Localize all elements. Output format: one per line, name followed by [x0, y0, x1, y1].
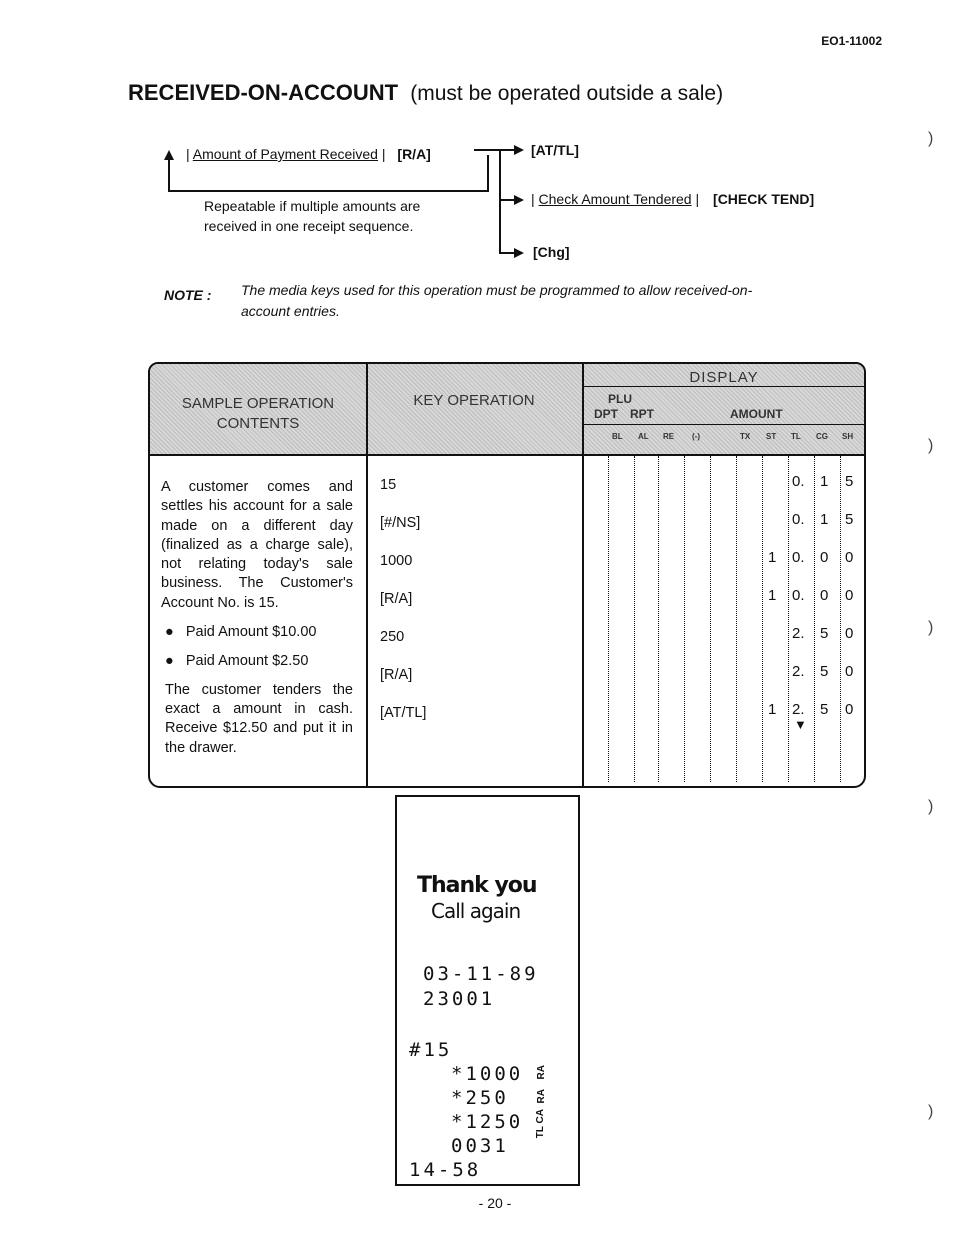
receipt-line-label: RA: [536, 1089, 547, 1104]
operation-table: SAMPLE OPERATION CONTENTS KEY OPERATION DISPLAY PLU DPT RPT AMOUNT BL AL RE (-) TX ST TL CG SH A customer comes and settles his account for a sale made on a different day (finalized as a charge sale), not relating today's sale business. The Customer's Account No. is 15. ● Paid Amount $10.00 ● Paid Amount $2.50 The customer tenders the exact a amount in cash. Receive $12.50 and put it in the drawer. 15 [#/NS] 1000 [R/A] 250 [R/A] [AT/TL] 0. 1 5 0. 1 5 1 0. 0 0 1 0. 0 0 2. 5 0 2. 5 0 1 2. 5 0 ▼: [148, 362, 866, 788]
header-amount: AMOUNT: [730, 407, 783, 421]
amount-payment-label: Amount of Payment Received: [192, 146, 378, 162]
page-number: - 20 -: [478, 1195, 512, 1211]
receipt-consec: 0031: [451, 1135, 509, 1157]
check-tend-key: [CHECK TEND]: [713, 191, 815, 207]
check-tender-step: | Check Amount Tendered | [CHECK TEND]: [531, 191, 815, 207]
header-plu: PLU: [608, 392, 632, 406]
list-item: ● Paid Amount $10.00: [165, 624, 317, 641]
margin-mark: ): [928, 437, 934, 454]
arrow-right-icon: [514, 248, 524, 258]
page-title: [128, 80, 723, 106]
receipt-time: 14-58: [409, 1159, 482, 1181]
margin-mark: ): [928, 619, 934, 636]
key-op: 250: [380, 629, 405, 645]
receipt-line: *250: [451, 1087, 509, 1109]
note-label: NOTE :: [164, 287, 212, 303]
repeat-note: Repeatable if multiple amounts are received in one receipt sequence.: [204, 198, 421, 234]
key-op: [AT/TL]: [380, 705, 427, 721]
chg-key: [Chg]: [533, 244, 570, 260]
receipt-account: #15: [409, 1039, 453, 1061]
receipt-call-again: Call again: [431, 899, 521, 923]
key-op: 15: [380, 477, 397, 493]
header-sample-operation: SAMPLE OPERATION CONTENTS: [181, 395, 335, 432]
margin-mark: ): [928, 1103, 934, 1120]
key-op: [R/A]: [380, 591, 413, 607]
receipt: [395, 795, 580, 1186]
receipt-thank-you: Thank you: [417, 873, 537, 898]
sample-contents: A customer comes and settles his account for a sale made on a different day (finalized as a charge sale), not relating today's sale business. The Customer's Account No. is 15. ● Paid Amount $10.00 ● Paid Amount $2.50 The customer tenders the exact a amount in cash. Receive $12.50 and put it in the drawer.: [161, 479, 353, 756]
key-op: [R/A]: [380, 667, 413, 683]
receipt-store: 23001: [423, 988, 496, 1010]
amount-payment-step: | Amount of Payment Received | [R/A]: [186, 146, 431, 162]
note-text: The media keys used for this operation must be programmed to allow received-on- account entries.: [241, 282, 753, 319]
receipt-line: *1000: [451, 1063, 524, 1085]
margin-mark: ): [928, 130, 934, 147]
document-id: EO1-11002: [821, 34, 882, 48]
ra-key: [R/A]: [397, 146, 431, 162]
arrow-right-icon: [514, 195, 524, 205]
arrow-right-icon: [514, 145, 524, 155]
indicator-arrow-icon: ▼: [794, 717, 807, 732]
header-display: DISPLAY: [689, 369, 759, 386]
header-key-operation: KEY OPERATION: [413, 392, 535, 409]
key-op: 1000: [380, 553, 413, 569]
key-op: [#/NS]: [380, 515, 421, 531]
header-rpt: RPT: [630, 407, 654, 421]
margin-mark: ): [928, 798, 934, 815]
check-amount-label: Check Amount Tendered: [538, 191, 692, 207]
receipt-date: 03-11-89: [423, 963, 539, 985]
attl-key: [AT/TL]: [531, 142, 579, 158]
header-dpt: DPT: [594, 407, 618, 421]
receipt-line: *1250: [451, 1111, 524, 1133]
title-main: RECEIVED-ON-ACCOUNT: [128, 80, 399, 105]
list-item: ● Paid Amount $2.50: [165, 653, 309, 670]
receipt-line-label: TL CA: [535, 1109, 546, 1139]
receipt-line-label: RA: [536, 1065, 547, 1080]
title-sub: (must be operated outside a sale): [410, 82, 724, 105]
